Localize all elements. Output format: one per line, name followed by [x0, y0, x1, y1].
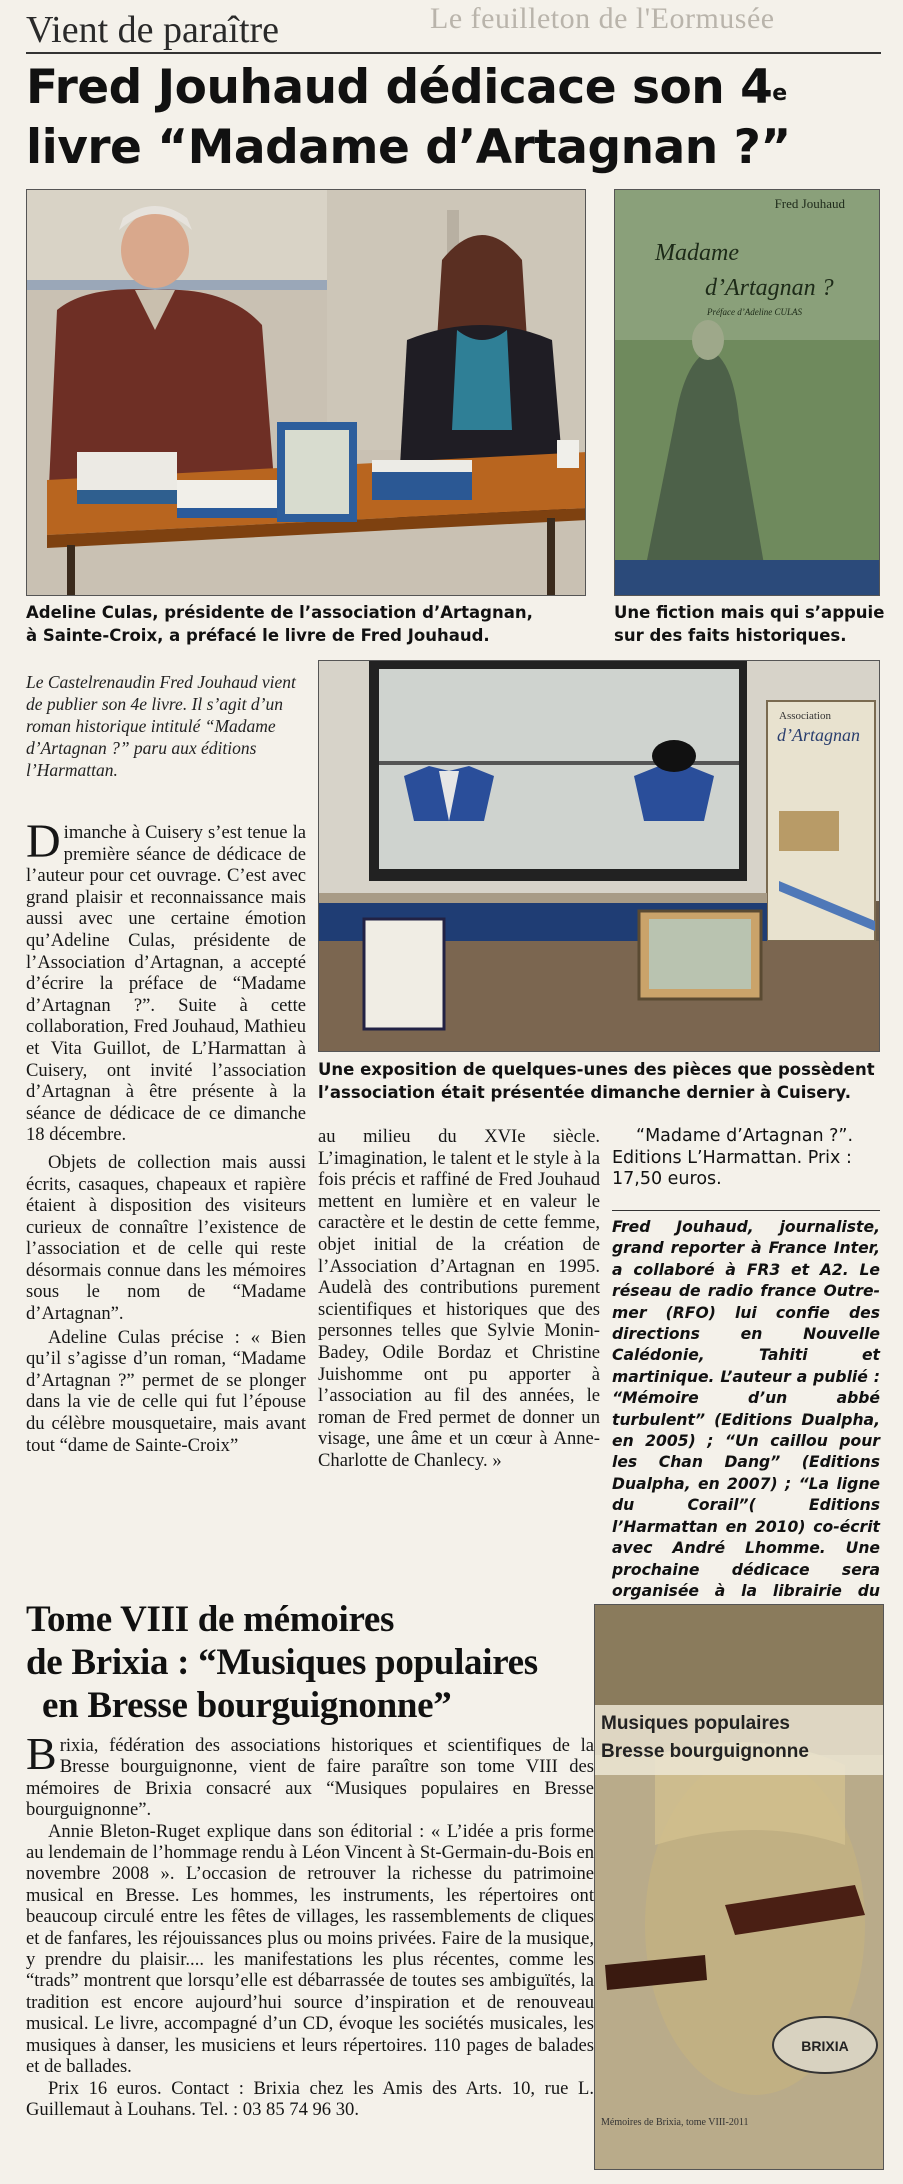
article1-paragraph3: Adeline Culas précise : « Bien qu’il s’agisse d’un roman, “Madame d’Artagnan ?” permet de se plonger dans la vie de celle qui fut l’épouse du célèbre mousquetaire, mais avant tout “dame de Sainte-Croix”: [26, 1326, 306, 1456]
book-cover-photo: [614, 189, 880, 596]
article1-column1: [26, 815, 306, 1456]
top-rule: [26, 52, 881, 54]
brixia-cover-footer: Mémoires de Brixia, tome VIII-2011: [601, 2117, 749, 2128]
article-lead: Le Castelrenaudin Fred Jouhaud vient de publier son 4e livre. Il s’agit d’un roman historique intitulé “Madame d’Artagnan ?” paru aux éditions l’Harmattan.: [26, 672, 296, 780]
headline-superscript: e: [772, 81, 787, 106]
brixia-cover-line1: Musiques populaires: [601, 1713, 790, 1734]
cover-title-line1: Madame: [655, 240, 739, 266]
signing-scene: [27, 190, 586, 596]
brixia-cover-photo: [594, 1604, 884, 2170]
article1-dropcap: D: [26, 815, 61, 868]
exhibition-photo-caption: Une exposition de quelques-unes des pièces que possèdent l’association était présentée dimanche dernier à Cuisery.: [318, 1060, 875, 1102]
brixia-logo: BRIXIA: [801, 2038, 849, 2054]
article1-paragraph2: Objets de collection mais aussi écrits, casaques, chapeaux et rapière étaient à disposition des visiteurs curieux de connaître l’existence de l’association et de celle qui reste désormais connue dans les mémoires sous le nom de “Madame d’Artagnan”.: [26, 1151, 306, 1325]
signing-photo-caption: Adeline Culas, présidente de l’association d’Artagnan, à Sainte-Croix, a préfacé le livre de Fred Jouhaud.: [26, 603, 533, 645]
article2-paragraph3: Prix 16 euros. Contact : Brixia chez les Amis des Arts. 10, rue L. Guillemaut à Louhans. Tel. : 03 85 74 96 30.: [26, 2077, 594, 2120]
adjacent-article-header: Le feuilleton de l'Eormusée: [430, 2, 775, 35]
article2-dropcap: B: [26, 1728, 57, 1779]
headline-line1: Fred Jouhaud dédicace son 4e: [26, 60, 787, 115]
section-rubric: Vient de paraître: [26, 9, 280, 51]
author-bio: Fred Jouhaud, journaliste, grand reporter à France Inter, a collaboré à FR3 et A2. Le réseau de radio france Outre-mer (RFO) lui confie des directions en Nouvelle Calédonie, Tahiti et martinique. L’auteur a publié : “Mémoire d’un abbé turbulent” (Editions Dualpha, en 2005) ; “Un caillou pour les Chan Dang” (Editions Dualpha, en 2007) ; “La ligne du Corail”( Editions l’Harmattan en 2010) co-écrit avec André Lhomme. Une prochaine dédicace sera organisée à la librairie du: [612, 1218, 880, 1600]
poster-line2: d’Artagnan: [777, 725, 860, 745]
book-cover-caption: Une fiction mais qui s’appuie sur des faits historiques.: [614, 603, 885, 645]
main-headline: [26, 58, 886, 178]
exhibition-photo: [318, 660, 880, 1052]
headline-line2: livre “Madame d’Artagnan ?”: [26, 120, 791, 175]
book-cover-art: [615, 190, 880, 596]
brixia-cover-art: [595, 1605, 884, 2170]
signing-photo: [26, 189, 586, 596]
cover-title-line2: d’Artagnan ?: [705, 275, 834, 301]
poster-line1: Association: [779, 710, 831, 722]
exhibition-scene: [319, 661, 880, 1052]
article2-paragraph2: Annie Bleton-Ruget explique dans son éditorial : « L’idée a pris forme au lendemain de l’hommage rendu à Léon Vincent à St-Germain-du-Bois en novembre 2008 ». L’occasion de retrouver la richesse du patrimoine musical en Bresse. Les hommes, les instruments, les répertoires ont beaucoup circulé entre les fêtes de villages, les rassemblements de cliques et de fanfares, les réjouissances plus ou moins privées. Faire de la musique, y prendre du plaisir.... les manifestations les plus récentes, comme les “trads” montrent que lorsqu’elle est débarrassée de toutes ses ambiguïtés, la tradition est encore aujourd’hui source d’inspiration et de renouveau musical. Le livre, accompagné d’un CD, évoque les sociétés musicales, les musiques à danser, les musiciens et leurs répertoires. 110 pages de balades et de ballades.: [26, 1820, 594, 2078]
book-price: “Madame d’Artagnan ?”. Editions L’Harmattan. Prix : 17,50 euros.: [612, 1126, 854, 1189]
article1-column2: [318, 1126, 600, 1472]
article2-body: [26, 1728, 594, 2120]
brixia-cover-line2: Bresse bourguignonne: [601, 1741, 809, 1762]
article2-paragraph1: Brixia, fédération des associations historiques et scientifiques de la Bresse bourguignonne, vient de faire paraître son tome VIII des mémoires de Brixia consacré aux “Musiques populaires en Bresse bourguignonne”.: [26, 1728, 594, 1821]
article1-paragraph1: Dimanche à Cuisery s’est tenue la première séance de dédicace de l’auteur pour cet ouvrage. C’est avec grand plaisir et reconnaissance mais aussi avec une certaine émotion qu’Adeline Culas, présidente de l’Association d’Artagnan, a accepté d’écrire la préface de “Madame d’Artagnan ?”. Suite à cette collaboration, Fred Jouhaud, Mathieu et Vita Guillot, de L’Harmattan à Cuisery, ont invité l’association d’Artagnan à être présente à la séance de dédicace de ce dimanche 18 décembre.: [26, 815, 306, 1146]
cover-preface: Préface d’Adeline CULAS: [707, 307, 802, 317]
bio-rule: [612, 1210, 880, 1211]
cover-author: Fred Jouhaud: [774, 196, 845, 211]
article1-paragraph4: au milieu du XVIe siècle. L’imagination, le talent et le style à la fois précis et raffiné de Fred Jouhaud mettent en lumière et en valeur le caractère et le destin de cette femme, objet initial de la création de l’Association d’Artagnan en 1995. Audelà des contributions purement scientifiques et historiques que des personnes telles que Sylvie Monin-Badey, Odile Bordaz et Christine Juishomme ont pu apporter à l’association au fil des années, le roman de Fred permet de donner un visage, une âme et un cœur à Anne-Charlotte de Chanlecy. »: [318, 1126, 600, 1471]
article2-headline: Tome VIII de mémoires de Brixia : “Musiques populaires en Bresse bourguignonne”: [26, 1599, 538, 1726]
